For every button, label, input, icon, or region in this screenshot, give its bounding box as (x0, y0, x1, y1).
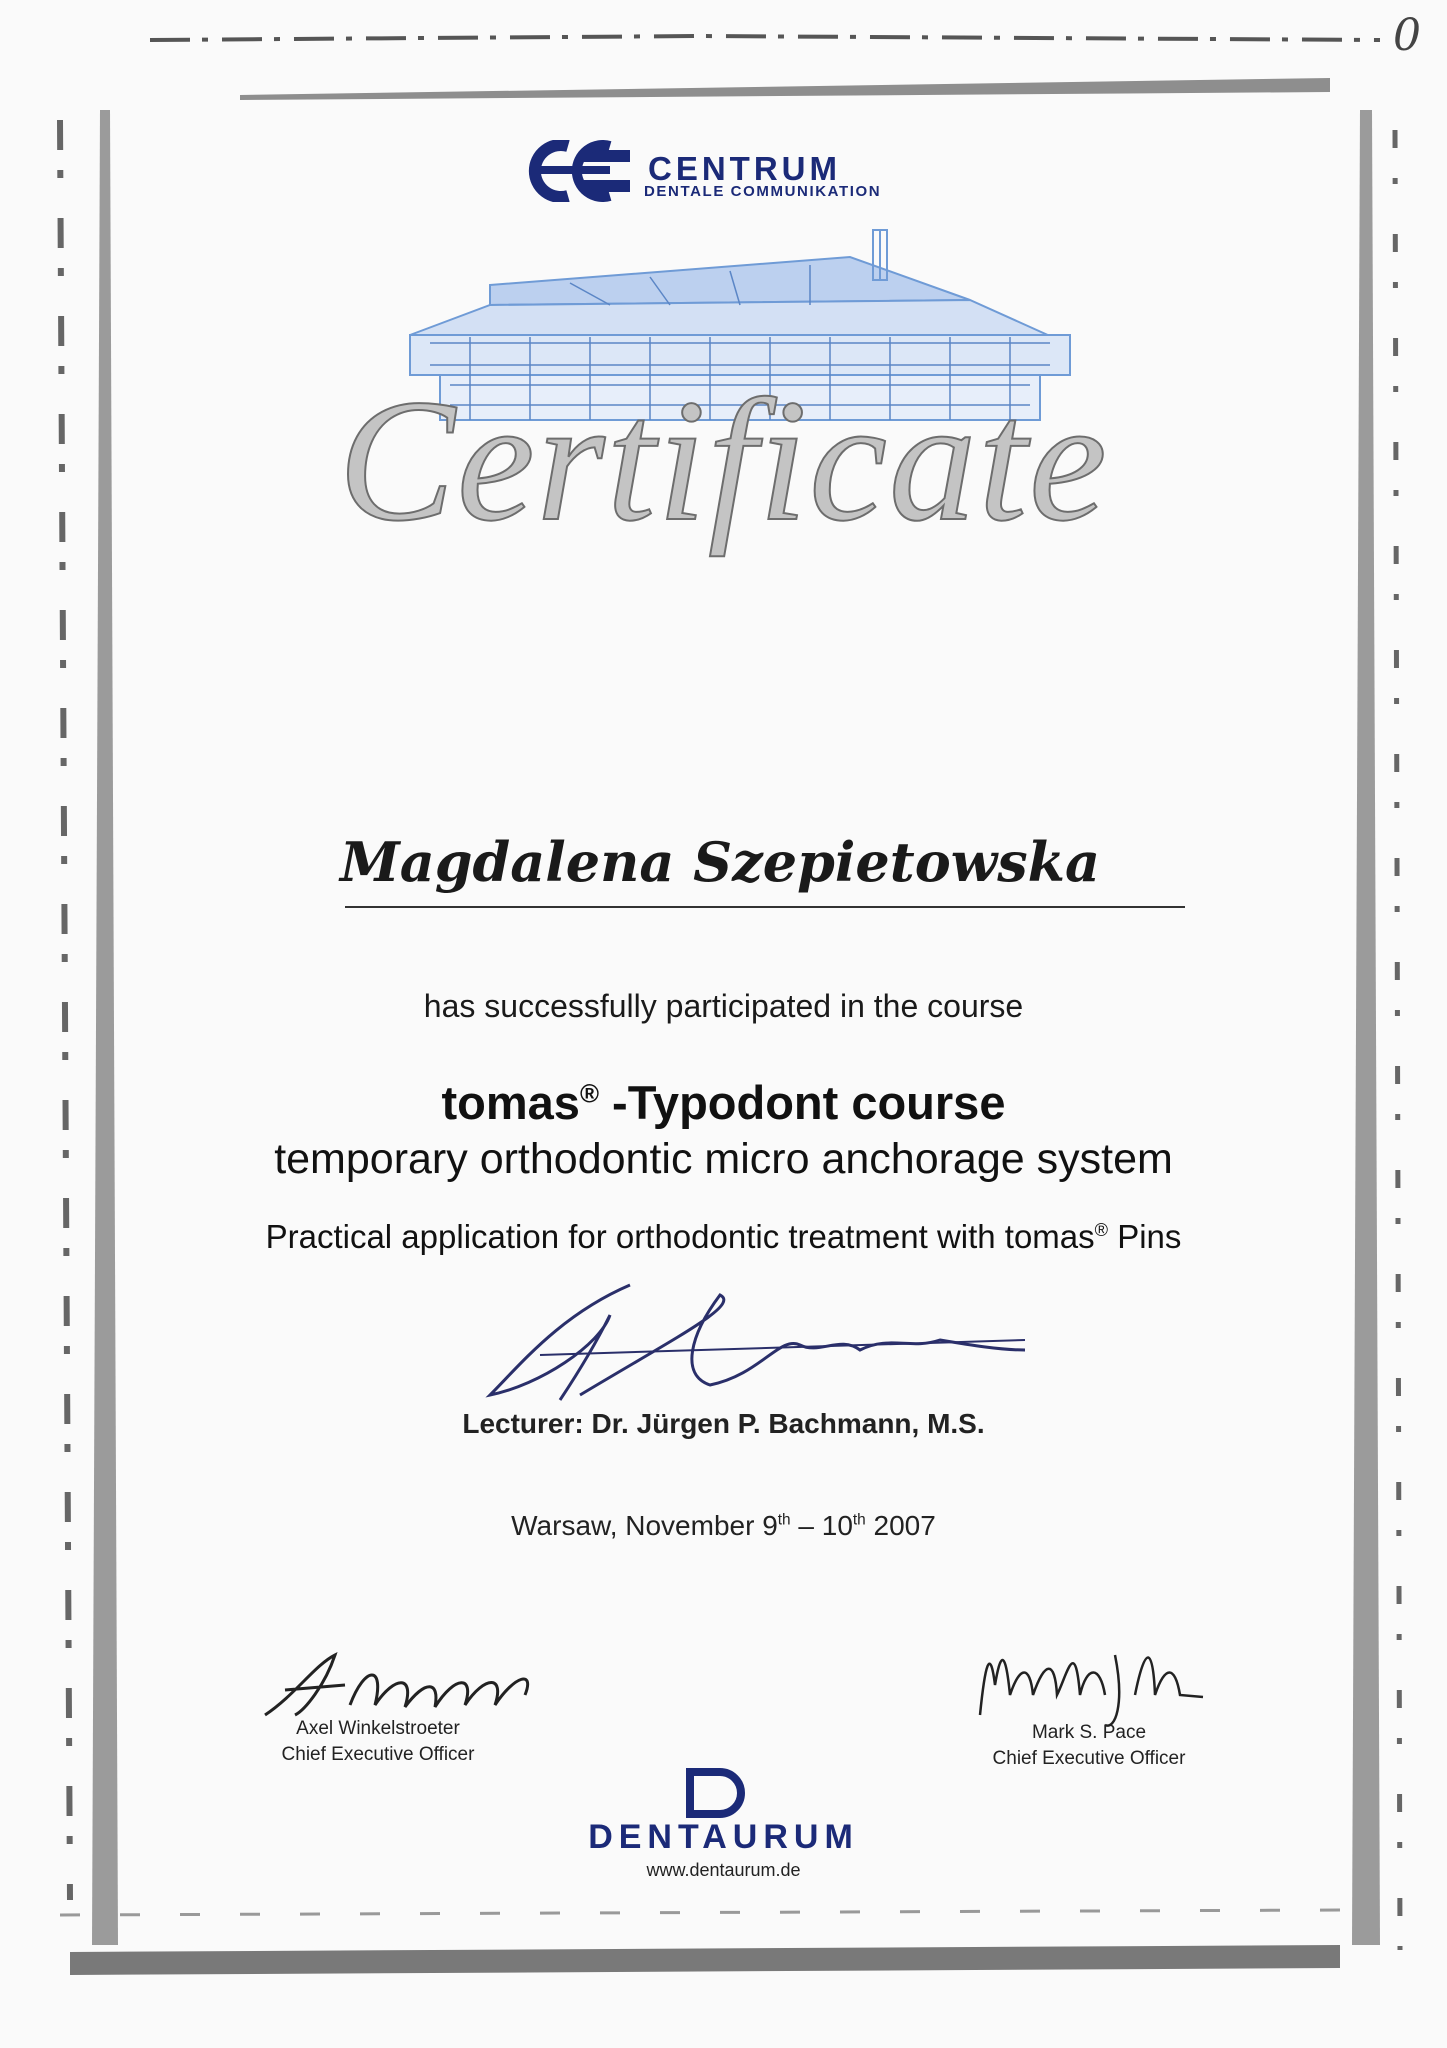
signature-left (255, 1645, 545, 1725)
footer-brand-url: www.dentaurum.de (646, 1860, 801, 1880)
name-underline (345, 906, 1185, 908)
trademark-symbol: ® (579, 1080, 599, 1109)
course-name-prefix: tomas (441, 1076, 580, 1129)
signatory-right-name: Mark S. Pace (1031, 1722, 1147, 1743)
signatory-left-role: Chief Executive Officer (281, 1744, 475, 1765)
date-sup-first: th (777, 1511, 791, 1529)
signatory-right-role: Chief Executive Officer (992, 1748, 1186, 1769)
date-suffix: 2007 (865, 1510, 936, 1541)
date-middle: – 10 (790, 1510, 853, 1541)
dentaurum-logo-icon (680, 1768, 760, 1818)
course-subtitle: temporary orthodontic micro anchorage system (274, 1135, 1173, 1183)
date-sup-second: th (852, 1511, 866, 1529)
course-name-suffix: -Typodont course (599, 1076, 1006, 1129)
course-practical (0, 1218, 1447, 1256)
practical-suffix: Pins (1108, 1218, 1182, 1255)
course-name (0, 1075, 1447, 1130)
participation-text: has successfully participated in the course (423, 988, 1024, 1024)
footer-brand-name: DENTAURUM (588, 1818, 859, 1856)
trademark-symbol: ® (1094, 1220, 1109, 1240)
signatory-left-name: Axel Winkelstroeter (296, 1718, 460, 1739)
date-prefix: Warsaw, November 9 (511, 1510, 778, 1541)
brand-name: CENTRUM (648, 150, 841, 187)
lecturer-line: Lecturer: Dr. Jürgen P. Bachmann, M.S. (462, 1408, 985, 1439)
brand-subtitle: DENTALE COMMUNIKATION (644, 183, 882, 200)
event-date (0, 1510, 1447, 1542)
recipient-name: Magdalena Szepietowska (339, 830, 1101, 894)
certificate-title: Certificate (338, 363, 1109, 557)
signature-right (975, 1625, 1205, 1735)
lecturer-signature (480, 1275, 1040, 1415)
practical-prefix: Practical application for orthodontic treatment with tomas (265, 1218, 1095, 1255)
corner-mark: 0 (1393, 10, 1421, 61)
centrum-logo-icon (510, 140, 640, 202)
